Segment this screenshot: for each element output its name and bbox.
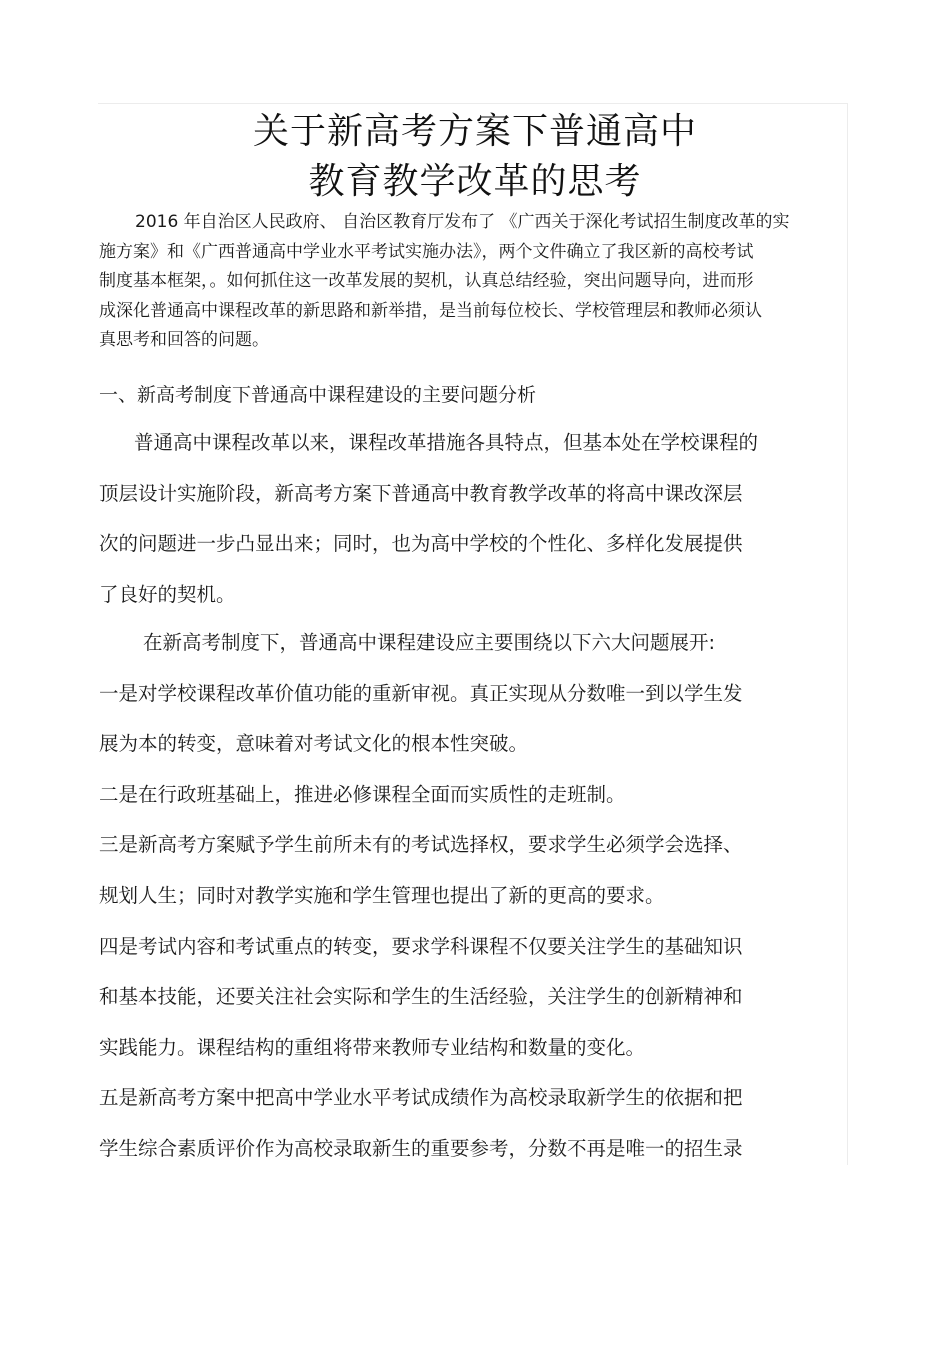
body-paragraph-1 [99,418,839,620]
body-line: 在新高考制度下，普通高中课程建设应主要围绕以下六大问题展开: [143,631,716,654]
body-line: 普通高中课程改革以来，课程改革措施各具特点，但基本处在学校课程的 [134,431,759,454]
intro-line: 施方案》和《广西普通高中学业水平考试实施办法》，两个文件确立了我区新的高校考试 [99,241,754,262]
body-line: 四是考试内容和考试重点的转变，要求学科课程不仅要关注学生的基础知识 [99,934,743,958]
body-line: 一是对学校课程改革价值功能的重新审视。真正实现从分数唯一到以学生发 [99,681,743,705]
document-title-line-1: 关于新高考方案下普通高中 [252,111,697,152]
intro-line: 2016 年自治区人民政府、 自治区教育厅发布了 《广西关于深化考试招生制度改革的实 [135,212,790,232]
page-right-border [847,103,848,1165]
body-line: 五是新高考方案中把高中学业水平考试成绩作为高校录取新学生的依据和把 [99,1086,743,1110]
page-top-border [98,103,848,104]
body-line: 规划人生；同时对教学实施和学生管理也提出了新的更高的要求。 [99,883,665,907]
body-line: 实践能力。课程结构的重组将带来教师专业结构和数量的变化。 [99,1035,646,1059]
document-title-line-2: 教育教学改革的思考 [308,161,642,202]
body-line: 学生综合素质评价作为高校录取新生的重要参考，分数不再是唯一的招生录 [99,1136,743,1160]
body-line: 和基本技能，还要关注社会实际和学生的生活经验，关注学生的创新精神和 [99,985,743,1009]
body-paragraph-2 [99,618,839,1175]
intro-line: 真思考和回答的问题。 [99,330,269,351]
body-line: 了良好的契机。 [99,582,236,606]
body-line: 次的问题进一步凸显出来；同时，也为高中学校的个性化、多样化发展提供 [99,532,743,556]
body-line: 三是新高考方案赋予学生前所未有的考试选择权，要求学生必须学会选择、 [99,833,743,857]
intro-line: 制度基本框架，。如何抓住这一改革发展的契机，认真总结经验，突出问题导向，进而形 [99,271,754,292]
intro-line: 成深化普通高中课程改革的新思路和新举措，是当前每位校长、学校管理层和教师必须认 [99,300,762,321]
body-line: 顶层设计实施阶段，新高考方案下普通高中教育教学改革的将高中课改深层 [99,481,743,505]
body-line: 二是在行政班基础上，推进必修课程全面而实质性的走班制。 [99,782,626,806]
body-line: 展为本的转变，意味着对考试文化的根本性突破。 [99,732,529,756]
intro-paragraph [99,208,839,356]
section-heading: 一、新高考制度下普通高中课程建设的主要问题分析 [99,384,537,406]
